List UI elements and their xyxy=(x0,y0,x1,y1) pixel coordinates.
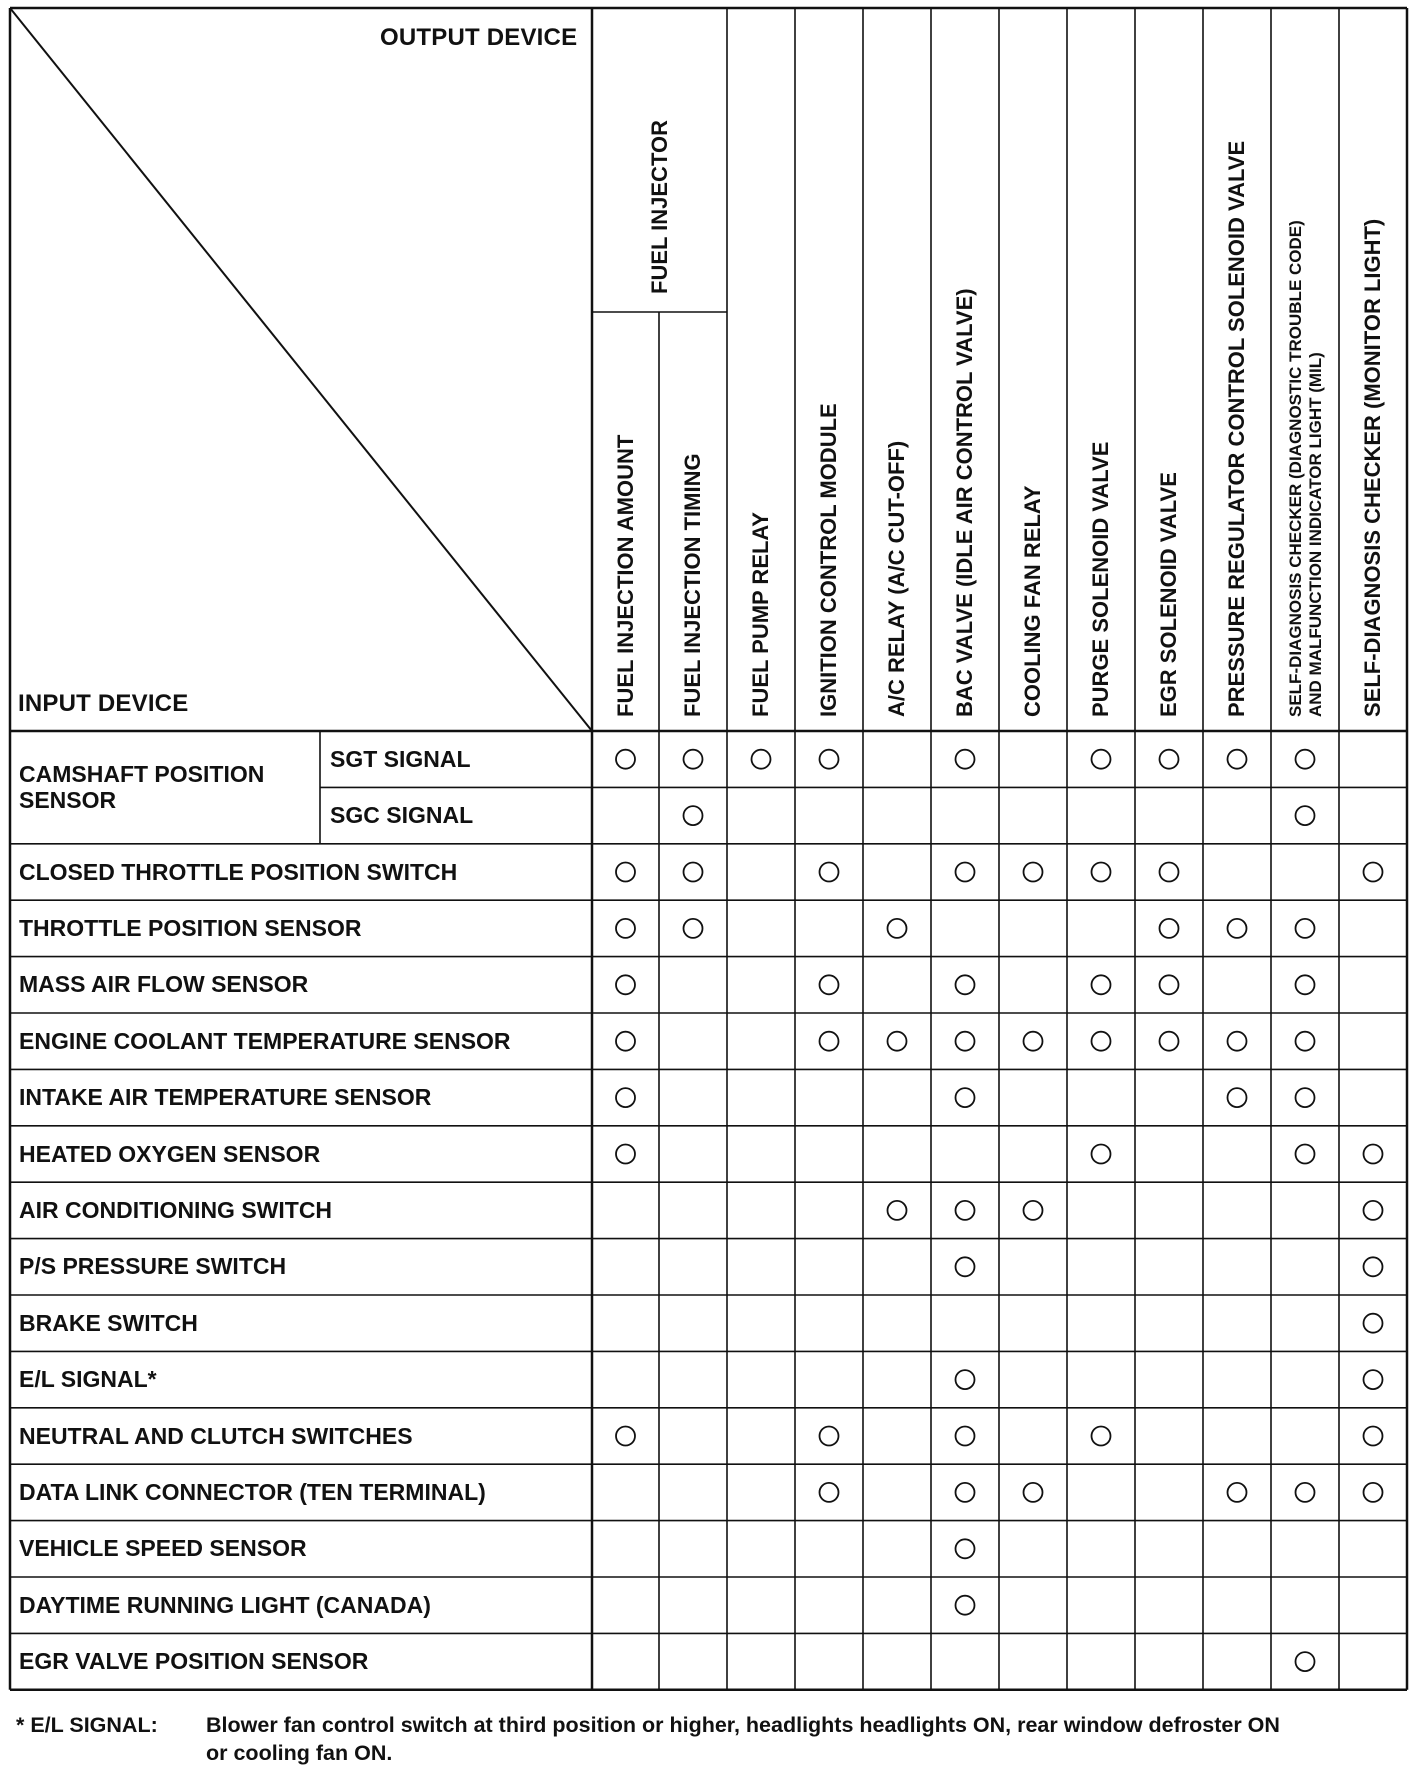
row-label: MASS AIR FLOW SENSOR xyxy=(19,971,309,998)
relation-mark xyxy=(956,1201,975,1220)
header-diagonal xyxy=(10,8,592,731)
relation-mark xyxy=(956,975,975,994)
relation-mark xyxy=(956,1370,975,1389)
footnote xyxy=(16,1712,1406,1768)
relation-mark xyxy=(820,975,839,994)
column-header: FUEL PUMP RELAY xyxy=(748,512,773,717)
relation-mark xyxy=(1092,1032,1111,1051)
relation-mark xyxy=(1092,1145,1111,1164)
output-device-label: OUTPUT DEVICE xyxy=(380,24,578,51)
column-header-self-diagnosis-dtc xyxy=(1286,220,1325,717)
footnote-key: * E/L SIGNAL: xyxy=(16,1713,158,1737)
footnote-line1: Blower fan control switch at third position or higher, headlights headlights ON, rear window defroster ON xyxy=(206,1713,1280,1737)
relation-mark xyxy=(684,806,703,825)
row-label-camshaft-position-sensor xyxy=(19,761,264,814)
row-label: DAYTIME RUNNING LIGHT (CANADA) xyxy=(19,1591,431,1618)
row-label: CLOSED THROTTLE POSITION SWITCH xyxy=(19,858,458,885)
relation-mark xyxy=(1296,1145,1315,1164)
relation-mark xyxy=(684,863,703,882)
relation-mark xyxy=(956,1032,975,1051)
relation-mark xyxy=(616,1088,635,1107)
row-label: ENGINE COOLANT TEMPERATURE SENSOR xyxy=(19,1027,511,1054)
relation-mark xyxy=(1296,750,1315,769)
relation-mark xyxy=(888,919,907,938)
input-device-label: INPUT DEVICE xyxy=(18,690,189,717)
row-label: NEUTRAL AND CLUTCH SWITCHES xyxy=(19,1422,413,1449)
relation-mark xyxy=(956,1088,975,1107)
relation-mark xyxy=(616,1032,635,1051)
relation-mark xyxy=(1024,863,1043,882)
column-header: PURGE SOLENOID VALVE xyxy=(1088,441,1113,717)
relation-mark xyxy=(1160,863,1179,882)
relation-mark xyxy=(1160,1032,1179,1051)
relation-mark xyxy=(1296,1483,1315,1502)
relation-mark xyxy=(1160,919,1179,938)
footnote-line2: or cooling fan ON. xyxy=(206,1740,393,1765)
relation-mark xyxy=(820,1483,839,1502)
relation-mark xyxy=(1092,750,1111,769)
relation-mark xyxy=(956,863,975,882)
relation-mark xyxy=(956,1596,975,1615)
relation-mark xyxy=(1364,1370,1383,1389)
relation-mark xyxy=(1228,919,1247,938)
relation-mark xyxy=(616,975,635,994)
column-header-line: AND MALFUNCTION INDICATOR LIGHT (MIL) xyxy=(1305,352,1325,717)
relation-mark xyxy=(1364,1257,1383,1276)
relation-mark xyxy=(1364,1145,1383,1164)
relation-mark xyxy=(888,1032,907,1051)
relation-mark xyxy=(888,1201,907,1220)
row-label: AIR CONDITIONING SWITCH xyxy=(19,1196,333,1223)
relation-mark xyxy=(956,1483,975,1502)
row-label: DATA LINK CONNECTOR (TEN TERMINAL) xyxy=(19,1478,486,1505)
relation-mark xyxy=(820,1032,839,1051)
relation-mark xyxy=(1364,1427,1383,1446)
relation-mark xyxy=(616,863,635,882)
relation-mark xyxy=(1296,806,1315,825)
column-header: A/C RELAY (A/C CUT-OFF) xyxy=(884,440,909,717)
row-label: HEATED OXYGEN SENSOR xyxy=(19,1140,321,1167)
relation-mark xyxy=(1024,1483,1043,1502)
row-label: THROTTLE POSITION SENSOR xyxy=(19,914,362,941)
relation-mark xyxy=(1024,1032,1043,1051)
relation-mark xyxy=(1364,1314,1383,1333)
relation-mark xyxy=(616,1145,635,1164)
relation-mark xyxy=(1364,1483,1383,1502)
column-header: IGNITION CONTROL MODULE xyxy=(816,403,841,717)
relation-mark xyxy=(956,750,975,769)
column-header: FUEL INJECTION TIMING xyxy=(680,453,705,717)
relation-mark xyxy=(1024,1201,1043,1220)
relation-mark xyxy=(820,1427,839,1446)
relation-mark xyxy=(684,750,703,769)
row-label: E/L SIGNAL* xyxy=(19,1366,157,1393)
relation-mark xyxy=(1296,1088,1315,1107)
relation-mark xyxy=(820,750,839,769)
group-header-fuel-injector: FUEL INJECTOR xyxy=(646,120,672,294)
row-label: P/S PRESSURE SWITCH xyxy=(19,1253,287,1280)
relation-mark xyxy=(1364,1201,1383,1220)
relation-mark xyxy=(684,919,703,938)
relation-mark xyxy=(956,1539,975,1558)
relation-mark xyxy=(956,1427,975,1446)
row-label: BRAKE SWITCH xyxy=(19,1309,198,1336)
column-header: FUEL INJECTION AMOUNT xyxy=(612,434,638,717)
relation-mark xyxy=(1228,750,1247,769)
column-header: COOLING FAN RELAY xyxy=(1020,485,1045,717)
relation-mark xyxy=(1160,750,1179,769)
relation-mark xyxy=(1296,1652,1315,1671)
relation-mark xyxy=(1228,1483,1247,1502)
row-sublabel: SGC SIGNAL xyxy=(330,802,474,829)
relation-mark xyxy=(1092,863,1111,882)
relation-mark xyxy=(616,919,635,938)
row-label-line: CAMSHAFT POSITION xyxy=(19,760,265,787)
column-header-line: SELF-DIAGNOSIS CHECKER (DIAGNOSTIC TROUBLE CODE) xyxy=(1285,220,1305,717)
relation-mark xyxy=(1092,975,1111,994)
row-sublabel: SGT SIGNAL xyxy=(330,745,471,772)
relation-mark xyxy=(1228,1032,1247,1051)
column-header: PRESSURE REGULATOR CONTROL SOLENOID VALVE xyxy=(1224,140,1249,717)
column-header: SELF-DIAGNOSIS CHECKER (MONITOR LIGHT) xyxy=(1360,218,1385,717)
relation-mark xyxy=(956,1257,975,1276)
row-label: EGR VALVE POSITION SENSOR xyxy=(19,1648,369,1675)
relation-mark xyxy=(1296,919,1315,938)
column-header: BAC VALVE (IDLE AIR CONTROL VALVE) xyxy=(952,288,977,717)
relation-mark xyxy=(1092,1427,1111,1446)
row-label: INTAKE AIR TEMPERATURE SENSOR xyxy=(19,1084,432,1111)
row-label-line: SENSOR xyxy=(19,787,117,814)
relation-mark xyxy=(1364,863,1383,882)
relation-mark xyxy=(1296,975,1315,994)
relation-mark xyxy=(1228,1088,1247,1107)
relation-mark xyxy=(820,863,839,882)
relation-mark xyxy=(1160,975,1179,994)
relation-mark xyxy=(616,750,635,769)
column-header: EGR SOLENOID VALVE xyxy=(1156,472,1181,717)
relation-mark xyxy=(752,750,771,769)
relation-mark xyxy=(616,1427,635,1446)
row-label: VEHICLE SPEED SENSOR xyxy=(19,1535,307,1562)
relation-mark xyxy=(1296,1032,1315,1051)
